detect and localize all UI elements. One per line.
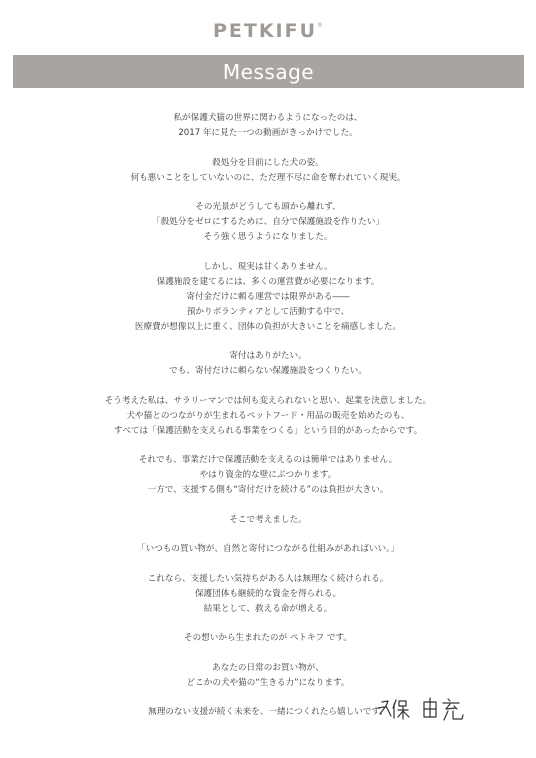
message-line: でも、寄付だけに頼らない保護施設をつくりたい。 — [169, 366, 367, 376]
message-line: 保護施設を建てるには、多くの運営費が必要になります。 — [156, 276, 380, 287]
message-line: やはり資金的な壁にぶつかります。 — [199, 470, 337, 480]
message-line: 「いつもの買い物が、自然と寄付につながる仕組みがあればいい。」 — [137, 544, 399, 554]
message-line: その想いから生まれたのが ペトキフ です。 — [183, 633, 353, 643]
message-paragraph — [30, 572, 506, 617]
message-line: 医療費が想像以上に重く、団体の負担が大きいことを痛感しました。 — [134, 321, 402, 332]
logo-text: PETKIFU — [212, 20, 318, 42]
message-paragraph — [30, 260, 506, 335]
message-line: 「殺処分をゼロにするために、自分で保護施設を作りたい」 — [151, 217, 385, 227]
message-line: 私が保護犬猫の世界に関わるようになったのは、 — [173, 113, 363, 123]
message-line: すべては「保護活動を支えられる事業をつくる」という目的があったからです。 — [113, 425, 423, 436]
message-line: 預かりボランティアとして活動する中で、 — [186, 306, 350, 317]
message-line: これなら、支援したい気持ちがある人は無理なく続けられる。 — [147, 573, 389, 584]
message-paragraph — [30, 349, 506, 379]
message-line: その光景がどうしても頭から離れず、 — [195, 202, 341, 212]
message-line: そう考えた私は、サラリーマンでは何も変えられないと思い、起業を決意しました。 — [104, 395, 432, 406]
message-paragraph — [30, 156, 506, 186]
message-line: 寄付金だけに頼る運営では限界がある―― — [186, 291, 350, 302]
message-line: 何も悪いことをしていないのに、ただ理不尽に命を奪われていく現実。 — [130, 172, 406, 183]
message-line: しかし、現実は甘くありません。 — [203, 261, 333, 272]
message-line: 殺処分を目前にした犬の姿。 — [212, 157, 324, 168]
message-line: あなたの日常のお買い物が、 — [212, 662, 324, 673]
message-paragraph — [30, 631, 506, 646]
message-line: 一方で、支援する側も“寄付だけを続ける”のは負担が大きい。 — [147, 485, 389, 495]
message-banner — [13, 55, 524, 88]
message-line: 寄付はありがたい。 — [229, 351, 307, 361]
message-paragraph — [30, 453, 506, 498]
message-paragraph — [30, 542, 506, 557]
message-line: 結果として、救える命が増える。 — [203, 603, 333, 614]
message-line: それでも、事業だけで保護活動を支えるのは簡単ではありません。 — [138, 455, 398, 465]
registered-mark: ® — [317, 22, 324, 29]
message-line: そう強く思うようになりました。 — [203, 232, 333, 242]
message-paragraph — [30, 661, 506, 691]
petkifu-logo — [0, 20, 536, 42]
message-paragraph — [30, 200, 506, 245]
handwritten-signature — [374, 690, 474, 730]
message-line: 2017 年に見た一つの動画がきっかけでした。 — [178, 128, 358, 138]
message-line: そこで考えました。 — [229, 514, 307, 525]
message-line: 無理のない支援が続く未来を、一緒につくれたら嬉しいです。 — [148, 707, 388, 717]
message-paragraph — [30, 394, 506, 439]
message-line: どこかの犬や猫の“生きる力”になります。 — [186, 677, 350, 688]
message-line: 犬や猫とのつながりが生まれるペットフード・用品の販売を始めたのも、 — [126, 410, 410, 421]
message-paragraph — [30, 513, 506, 528]
message-body — [30, 111, 506, 735]
banner-title: Message — [222, 59, 315, 84]
message-line: 保護団体も継続的な資金を得られる。 — [194, 588, 342, 599]
message-paragraph — [30, 111, 506, 141]
